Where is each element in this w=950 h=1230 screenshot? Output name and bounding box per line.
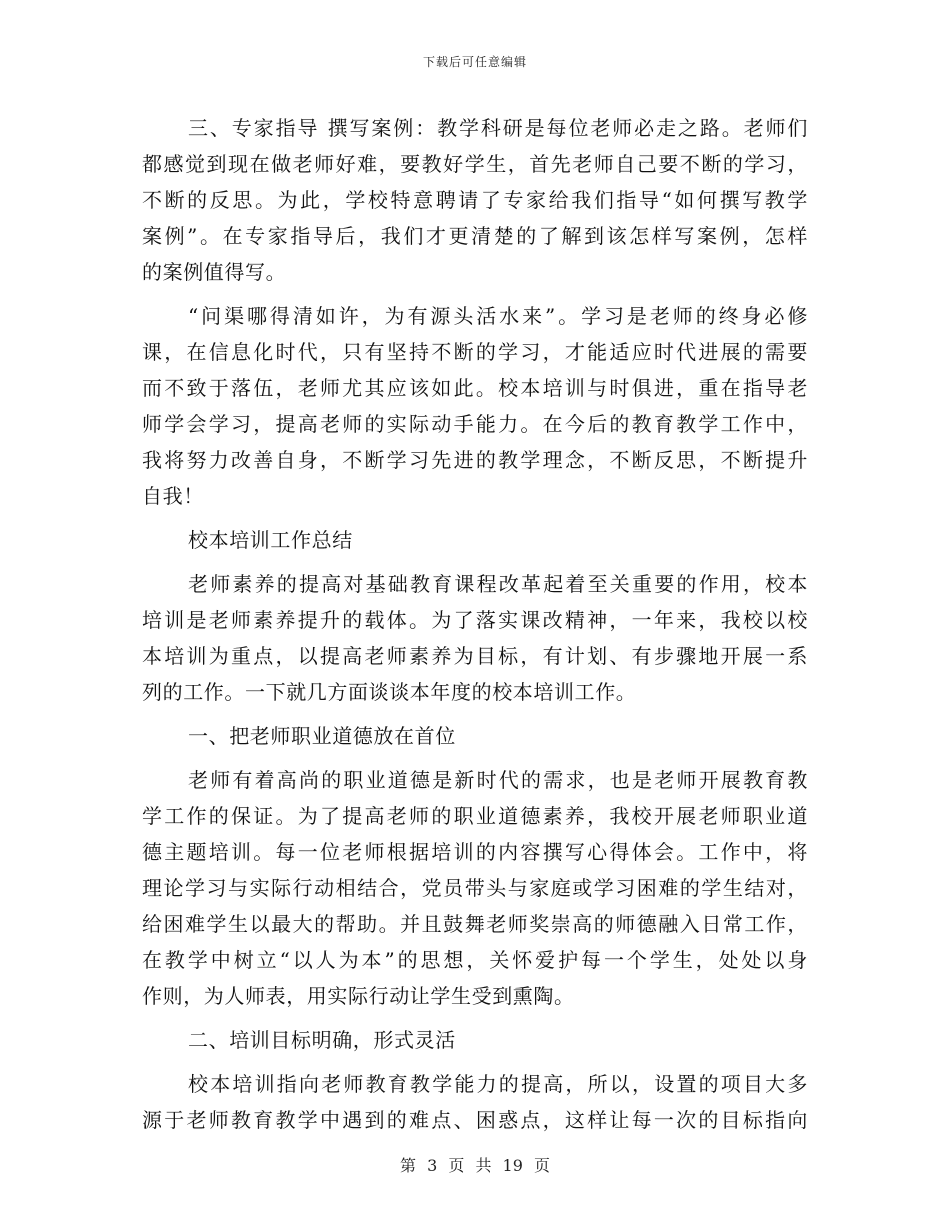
text-line: 师学会学习，提高老师的实际动手能力。在今后的教育教学工作中， bbox=[142, 412, 808, 436]
text-line: 不断的反思。为此，学校特意聘请了专家给我们指导“如何撰写教学 bbox=[142, 188, 808, 212]
text-line: 德主题培训。每一位老师根据培训的内容撰写心得体会。工作中，将 bbox=[142, 840, 808, 864]
text-line: 都感觉到现在做老师好难，要教好学生，首先老师自己要不断的学习， bbox=[142, 152, 808, 176]
text-line: 三、专家指导 撰写案例：教学科研是每位老师必走之路。老师们 bbox=[188, 116, 808, 140]
text-line: 自我！ bbox=[142, 484, 204, 508]
text-line: 而不致于落伍，老师尤其应该如此。校本培训与时俱进，重在指导老 bbox=[142, 376, 808, 400]
paragraph bbox=[142, 566, 808, 710]
text-line: 作则，为人师表，用实际行动让学生受到熏陶。 bbox=[142, 984, 575, 1008]
text-line: 理论学习与实际行动相结合，党员带头与家庭或学习困难的学生结对， bbox=[142, 876, 808, 900]
text-line: 老师有着高尚的职业道德是新时代的需求，也是老师开展教育教 bbox=[188, 768, 808, 792]
text-line: 学工作的保证。为了提高老师的职业道德素养，我校开展老师职业道 bbox=[142, 804, 808, 828]
page-number: 第 3 页 共 19 页 bbox=[400, 1156, 550, 1175]
text-line: 给困难学生以最大的帮助。并且鼓舞老师奖崇高的师德融入日常工作， bbox=[142, 912, 808, 936]
text-line: 案例”。在专家指导后，我们才更清楚的了解到该怎样写案例，怎样 bbox=[142, 224, 808, 248]
text-line: 源于老师教育教学中遇到的难点、困惑点，这样让每一次的目标指向 bbox=[142, 1108, 808, 1132]
paragraph bbox=[142, 1066, 808, 1138]
text-line: 课，在信息化时代，只有坚持不断的学习，才能适应时代进展的需要 bbox=[142, 340, 808, 364]
document-body bbox=[142, 110, 808, 1138]
text-line: 我将努力改善自身，不断学习先进的教学理念，不断反思，不断提升 bbox=[142, 448, 808, 472]
text-line: 一、把老师职业道德放在首位 bbox=[188, 724, 456, 748]
text-line: “问渠哪得清如许，为有源头活水来”。学习是老师的终身必修 bbox=[188, 304, 808, 328]
paragraph bbox=[142, 110, 808, 290]
text-line: 校本培训工作总结 bbox=[188, 528, 353, 552]
text-line: 老师素养的提高对基础教育课程改革起着至关重要的作用，校本 bbox=[188, 572, 808, 596]
text-line: 二、培训目标明确，形式灵活 bbox=[188, 1028, 456, 1052]
text-line: 培训是老师素养提升的载体。为了落实课改精神，一年来，我校以校 bbox=[142, 608, 808, 632]
text-line: 本培训为重点，以提高老师素养为目标，有计划、有步骤地开展一系 bbox=[142, 644, 808, 668]
text-line: 校本培训指向老师教育教学能力的提高，所以，设置的项目大多 bbox=[188, 1072, 808, 1096]
section-heading bbox=[142, 718, 808, 754]
text-line: 的案例值得写。 bbox=[142, 260, 287, 284]
section-title bbox=[142, 522, 808, 558]
section-heading bbox=[142, 1022, 808, 1058]
text-line: 在教学中树立“以人为本”的思想，关怀爱护每一个学生，处处以身 bbox=[142, 948, 808, 972]
text-line: 列的工作。一下就几方面谈谈本年度的校本培训工作。 bbox=[142, 680, 637, 704]
paragraph bbox=[142, 762, 808, 1014]
paragraph bbox=[142, 298, 808, 514]
page-header: 下载后可任意编辑 bbox=[422, 55, 527, 69]
